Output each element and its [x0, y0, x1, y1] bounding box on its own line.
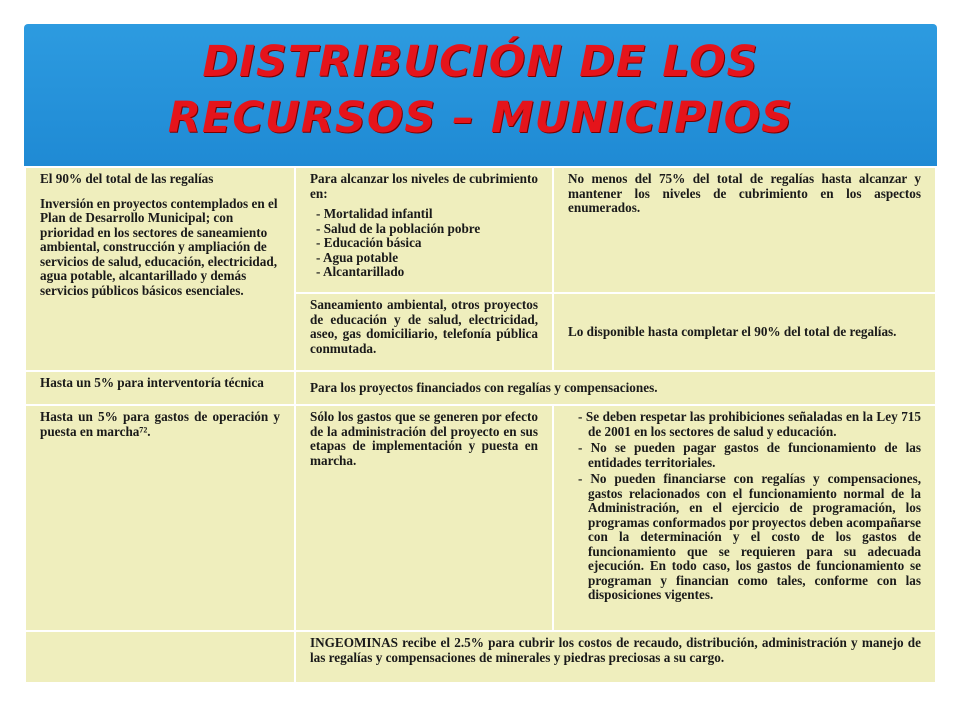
table-cell — [553, 293, 936, 371]
table-cell — [295, 371, 936, 405]
list-item: - Agua potable — [316, 249, 399, 265]
list-item: - Mortalidad infantil — [316, 206, 433, 221]
table-cell — [25, 371, 295, 405]
table-cell-empty — [25, 631, 295, 683]
row1-col1-heading: El 90% del total de las regalías — [40, 171, 214, 186]
slide-title-line-1: DISTRIBUCIÓN DE LOS — [202, 37, 759, 87]
table-cell — [295, 293, 553, 371]
table-cell — [25, 167, 295, 371]
table-cell — [295, 631, 936, 683]
coverage-list — [316, 207, 538, 280]
row5-text: INGEOMINAS recibe el 2.5% para cubrir los costos de recaudo, distribución, administración y manejo de las regalías y compensaciones de minerales y piedras preciosas a su cargo. — [310, 635, 921, 665]
list-item: - Alcantarillado — [316, 264, 405, 279]
row1-col3-text: No menos del 75% del total de regalías hasta alcanzar y mantener los niveles de cubrimiento en los aspectos enumerados. — [568, 171, 921, 215]
table-row — [25, 371, 936, 405]
row3-col1-text: Hasta un 5% para interventoría técnica — [40, 375, 264, 390]
restriction-item: - No pueden financiarse con regalías y compensaciones, gastos relacionados con el funcionamiento normal de la Administración, en el ejercicio de programación, los programas conformados por proyectos deben acompañarse con la determinación y el costo de los gastos de funcionamiento que se requieren para su adecuada ejecución. En todo caso, los gastos de funcionamiento se programan y financian como tales, conforme con las disposiciones vigentes. — [578, 471, 921, 602]
table-row — [25, 631, 936, 683]
slide-title-line-2: RECURSOS – MUNICIPIOS — [167, 93, 794, 143]
table-cell — [295, 405, 553, 631]
list-item: - Educación básica — [316, 235, 422, 250]
table-cell — [295, 167, 553, 293]
row2-col2-text: Saneamiento ambiental, otros proyectos de educación y de salud, electricidad, aseo, gas domiciliario, telefonía pública conmutada. — [310, 297, 538, 356]
table-row — [25, 167, 936, 293]
restriction-item: - No se pueden pagar gastos de funcionamiento de las entidades territoriales. — [578, 440, 921, 470]
restriction-item: - Se deben respetar las prohibiciones señaladas en la Ley 715 de 2001 en los sectores de salud y educación. — [578, 409, 921, 439]
table-cell — [553, 167, 936, 293]
table-cell — [25, 405, 295, 631]
table-row — [25, 405, 936, 631]
distribution-table — [24, 166, 937, 684]
row3-text: Para los proyectos financiados con regalías y compensaciones. — [310, 379, 658, 395]
slide-title — [24, 34, 937, 146]
row1-col2-intro: Para alcanzar los niveles de cubrimiento en: — [310, 171, 538, 201]
row4-col2-text: Sólo los gastos que se generen por efecto de la administración del proyecto en sus etapas de implementación y puesta en marcha. — [310, 409, 538, 468]
table-cell — [553, 405, 936, 631]
list-item: - Salud de la población pobre — [316, 220, 481, 236]
row1-col1-text: Inversión en proyectos contemplados en el Plan de Desarrollo Municipal; con prioridad en los sectores de saneamiento ambiental, construcción y ampliación de servicios de salud, educación, electricidad, agua potable, alcantarillado y demás servicios públicos básicos esenciales. — [40, 195, 278, 298]
row4-col1-text: Hasta un 5% para gastos de operación y puesta en marcha⁷². — [40, 409, 280, 439]
row2-col3-text: Lo disponible hasta completar el 90% del total de regalías. — [568, 323, 897, 339]
